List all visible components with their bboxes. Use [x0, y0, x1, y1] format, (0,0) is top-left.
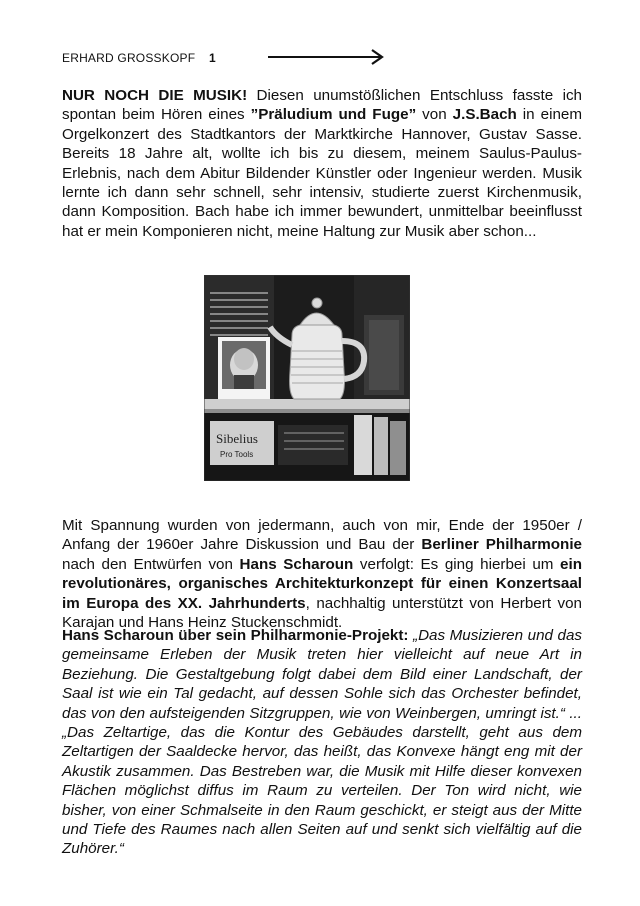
phil-text-2: nach den Entwürfen von [62, 555, 240, 573]
bach-portrait-photo [204, 275, 410, 481]
scharoun-quote-paragraph [62, 626, 582, 859]
intro-text-3: in einem Orgelkonzert des Stadtkantors der Marktkirche Hannover, Gustav Sasse. Bereits 18 Jahre alt, wollte ich bis zu diesem, meinem Saulus-Paulus-Erlebnis, nach dem Abitur Bildender Künstler oder Ingenieur werden. Musik lernte ich dann sehr schnell, sehr intensiv, studierte zuerst Kirchenmusik, dann Komposition. Bach habe ich immer bewundert, unmittelbar beeinflusst hat er mein Komponieren nicht, meine Haltung zur Musik aber schon... [62, 106, 582, 240]
arrow-right-icon [268, 47, 388, 67]
work-title: ”Präludium und Fuge” [250, 106, 417, 124]
phil-text-3: verfolgt: Es ging hierbei um [353, 555, 561, 573]
architect-name: Hans Scharoun [239, 555, 354, 573]
page-header [62, 46, 582, 66]
intro-text-2: von [416, 106, 453, 124]
page-number: 1 [209, 51, 216, 65]
phil-text-1: Mit Spannung wurden von jedermann, auch von mir, Ende der 1950er / Anfang der 1960er Jahre Diskussion und Bau der [62, 517, 582, 554]
scharoun-quote: „Das Musizieren und das gemeinsame Erleben der Musik treten hier vielleicht auf neue Art in Beziehung. Die Gestaltgebung folgt dabei dem Bild einer Landschaft, der Saal ist wie ein Tal gedacht, auf dessen Sohle sich das Orchester befindet, das von den aufsteigenden Sitzgruppen, wie von Weinbergen, umringt ist.“ ... „Das Zeltartige, das die Kontur des Gebäudes darstellt, geht aus dem Zeltartigen der Saaldecke hervor, das heißt, das Konvexe hängt eng mit der Akustik zusammen. Das Bestreben war, die Musik mit Hilfe dieser konvexen Flächen möglichst diffus im Raum zu verteilen. Der Ton wird nicht, wie bisher, von einer Schmalseite in den Raum geschickt, er steigt aus der Mitte und Tiefe des Raumes nach allen Seiten auf und senkt sich vielfältig auf die Zuhörer.“ [62, 627, 582, 858]
author-name: ERHARD GROSSKOPF [62, 51, 196, 65]
intro-text-1: Diesen unumstößlichen Entschluss fasste ich spontan beim Hören eines [62, 87, 582, 124]
intro-paragraph [62, 86, 582, 241]
composer-name: J.S.Bach [452, 106, 517, 124]
philharmonie-paragraph [62, 516, 582, 632]
svg-text:Sibelius: Sibelius [216, 431, 258, 446]
svg-text:Pro Tools: Pro Tools [220, 450, 254, 459]
concept-phrase: ein revolutionäres, organisches Architekturkonzept für einen Konzertsaal im Europa des XX. Jahrhunderts [62, 555, 582, 612]
phil-text-4: , nachhaltig unterstützt von Herbert von Karajan und Hans Heinz Stuckenschmidt. [62, 594, 582, 632]
intro-lead: NUR NOCH DIE MUSIK! [62, 87, 248, 104]
building-name: Berliner Philharmonie [421, 536, 582, 554]
quote-lead: Hans Scharoun über sein Philharmonie-Projekt: [62, 627, 409, 644]
